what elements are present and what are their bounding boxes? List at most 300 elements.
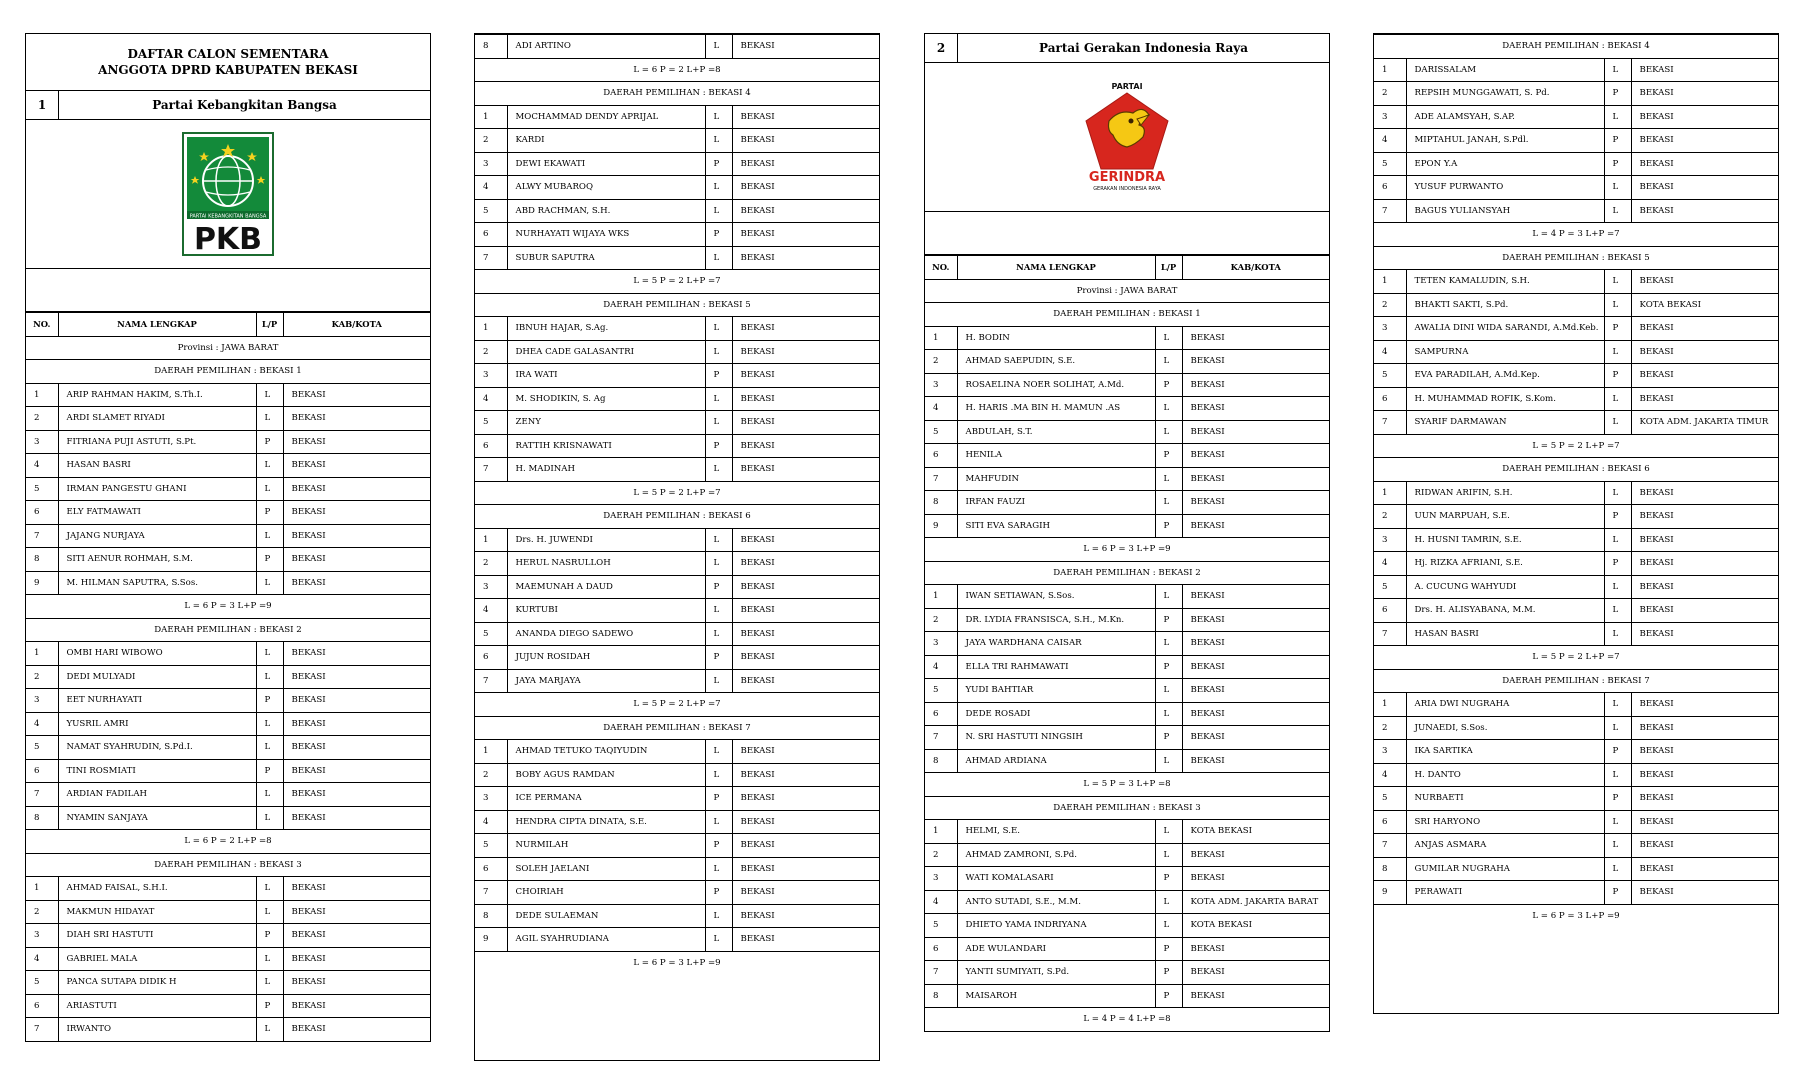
cell-kab: BEKASI (283, 642, 430, 666)
cell-nama: A. CUCUNG WAHYUDI (1406, 575, 1604, 599)
cell-kab: BEKASI (1182, 467, 1329, 491)
table-row (925, 726, 1329, 750)
summary-row-text: L = 6 P = 3 L+P =9 (26, 595, 430, 619)
cell-nama: ARIA DWI NUGRAHA (1406, 693, 1604, 717)
cell-nama: YUDI BAHTIAR (957, 679, 1155, 703)
summary-row (475, 951, 879, 974)
cell-no: 4 (26, 947, 58, 971)
party-name: Partai Kebangkitan Bangsa (152, 98, 337, 112)
empty-space (475, 974, 879, 1060)
cell-lp: L (1155, 397, 1182, 421)
document-title (26, 34, 430, 91)
cell-nama: SRI HARYONO (1406, 810, 1604, 834)
cell-no: 7 (925, 467, 957, 491)
candidate-table (26, 312, 430, 1041)
table-row (925, 984, 1329, 1008)
cell-no: 5 (925, 679, 957, 703)
cell-no: 4 (475, 599, 507, 623)
table-row (26, 524, 430, 548)
cell-nama: Drs. H. JUWENDI (507, 528, 705, 552)
cell-lp: L (1604, 716, 1631, 740)
cell-nama: DEWI EKAWATI (507, 152, 705, 176)
table-row (1374, 810, 1778, 834)
table-row (1374, 199, 1778, 223)
summary-row (1374, 223, 1778, 247)
table-row (475, 669, 879, 693)
cell-kab: BEKASI (732, 364, 879, 388)
cell-kab: BEKASI (732, 246, 879, 270)
cell-nama: MAEMUNAH A DAUD (507, 575, 705, 599)
cell-lp: L (1604, 481, 1631, 505)
cell-nama: CHOIRIAH (507, 881, 705, 905)
cell-nama: PERAWATI (1406, 881, 1604, 905)
cell-lp: L (256, 1018, 283, 1041)
cell-lp: P (1604, 552, 1631, 576)
cell-nama: HENILA (957, 444, 1155, 468)
cell-kab: BEKASI (1631, 481, 1778, 505)
cell-no: 7 (475, 246, 507, 270)
cell-kab: BEKASI (732, 528, 879, 552)
table-row (26, 1018, 430, 1041)
cell-no: 3 (925, 373, 957, 397)
table-row (925, 585, 1329, 609)
dapil-header-text: DAERAH PEMILIHAN : BEKASI 5 (1374, 246, 1778, 270)
cell-lp: P (256, 759, 283, 783)
cell-no: 4 (1374, 763, 1406, 787)
cell-lp: L (1155, 491, 1182, 515)
table-row (26, 994, 430, 1018)
cell-nama: RATTIH KRISNAWATI (507, 434, 705, 458)
cell-no: 7 (26, 783, 58, 807)
table-row (1374, 599, 1778, 623)
summary-row (475, 481, 879, 505)
party-header-pkb (26, 91, 430, 120)
dapil-header (1374, 669, 1778, 693)
cell-kab: BEKASI (1631, 317, 1778, 341)
cell-kab: BEKASI (732, 458, 879, 482)
table-row (26, 759, 430, 783)
cell-nama: JUNAEDI, S.Sos. (1406, 716, 1604, 740)
cell-kab: BEKASI (1182, 514, 1329, 538)
cell-no: 1 (1374, 481, 1406, 505)
cell-lp: L (1604, 693, 1631, 717)
cell-lp: L (1604, 387, 1631, 411)
cell-lp: L (705, 528, 732, 552)
table-row (925, 444, 1329, 468)
cell-lp: L (256, 783, 283, 807)
summary-row-text: L = 6 P = 3 L+P =9 (1374, 904, 1778, 927)
cell-nama: HELMI, S.E. (957, 820, 1155, 844)
cell-no: 6 (1374, 387, 1406, 411)
gerindra-logo-top: PARTAI (1111, 82, 1143, 91)
cell-kab: BEKASI (732, 552, 879, 576)
cell-kab: BEKASI (1631, 575, 1778, 599)
cell-nama: ADI ARTINO (507, 35, 705, 59)
cell-kab: BEKASI (1182, 749, 1329, 773)
cell-nama: M. SHODIKIN, S. Ag (507, 387, 705, 411)
provinsi-row (925, 279, 1329, 303)
cell-kab: BEKASI (283, 501, 430, 525)
table-row (475, 928, 879, 952)
cell-kab: BEKASI (1182, 843, 1329, 867)
cell-kab: BEKASI (1182, 937, 1329, 961)
table-row (475, 740, 879, 764)
cell-nama: ANTO SUTADI, S.E., M.M. (957, 890, 1155, 914)
summary-row (475, 270, 879, 294)
cell-kab: BEKASI (1182, 444, 1329, 468)
dapil-header (475, 82, 879, 106)
party-number: 2 (925, 34, 958, 62)
cell-no: 1 (1374, 58, 1406, 82)
cell-no: 7 (475, 669, 507, 693)
cell-lp: L (705, 246, 732, 270)
cell-no: 7 (1374, 199, 1406, 223)
cell-no: 2 (475, 552, 507, 576)
cell-kab: BEKASI (1182, 608, 1329, 632)
table-row (1374, 152, 1778, 176)
cell-no: 5 (1374, 575, 1406, 599)
cell-no: 9 (925, 514, 957, 538)
cell-nama: WATI KOMALASARI (957, 867, 1155, 891)
table-row (475, 246, 879, 270)
table-row (1374, 881, 1778, 905)
table-row (475, 552, 879, 576)
cell-kab: BEKASI (283, 430, 430, 454)
dapil-header-text: DAERAH PEMILIHAN : BEKASI 3 (925, 796, 1329, 820)
cell-kab: BEKASI (1631, 340, 1778, 364)
cell-no: 6 (925, 444, 957, 468)
cell-no: 3 (475, 152, 507, 176)
cell-kab: BEKASI (1182, 326, 1329, 350)
cell-nama: DEDE SULAEMAN (507, 904, 705, 928)
cell-lp: L (1155, 843, 1182, 867)
cell-kab: BEKASI (732, 646, 879, 670)
summary-row-text: L = 5 P = 2 L+P =7 (475, 693, 879, 717)
cell-nama: DHIETO YAMA INDRIYANA (957, 914, 1155, 938)
table-row (26, 665, 430, 689)
cell-kab: BEKASI (1182, 655, 1329, 679)
cell-kab: BEKASI (732, 152, 879, 176)
cell-nama: ALWY MUBAROQ (507, 176, 705, 200)
cell-nama: REPSIH MUNGGAWATI, S. Pd. (1406, 82, 1604, 106)
cell-no: 3 (475, 575, 507, 599)
table-row (925, 514, 1329, 538)
cell-lp: L (1604, 293, 1631, 317)
cell-no: 4 (1374, 552, 1406, 576)
cell-no: 1 (26, 383, 58, 407)
gerindra-logo-text: GERINDRA (1088, 170, 1166, 185)
cell-kab: BEKASI (1182, 632, 1329, 656)
summary-row-text: L = 4 P = 4 L+P =8 (925, 1008, 1329, 1031)
cell-nama: PANCA SUTAPA DIDIK H (58, 971, 256, 995)
cell-lp: L (705, 317, 732, 341)
table-row (1374, 340, 1778, 364)
cell-lp: L (1155, 749, 1182, 773)
pkb-column-1 (25, 33, 431, 1042)
pkb-column-2 (474, 33, 880, 1061)
cell-no: 2 (475, 129, 507, 153)
cell-nama: ABDULAH, S.T. (957, 420, 1155, 444)
blank-box (26, 269, 430, 312)
cell-no: 8 (26, 806, 58, 830)
cell-lp: L (1604, 857, 1631, 881)
table-row (925, 937, 1329, 961)
cell-nama: IRA WATI (507, 364, 705, 388)
dapil-header (475, 716, 879, 740)
cell-nama: HASAN BASRI (1406, 622, 1604, 646)
cell-nama: SITI AENUR ROHMAH, S.M. (58, 548, 256, 572)
blank-box (925, 212, 1329, 255)
cell-lp: L (705, 340, 732, 364)
cell-kab: BEKASI (1182, 679, 1329, 703)
cell-lp: P (256, 689, 283, 713)
cell-lp: P (1155, 444, 1182, 468)
cell-nama: IRMAN PANGESTU GHANI (58, 477, 256, 501)
cell-nama: GABRIEL MALA (58, 947, 256, 971)
cell-no: 4 (475, 810, 507, 834)
cell-nama: YUSRIL AMRI (58, 712, 256, 736)
dapil-header (26, 853, 430, 877)
cell-kab: BEKASI (732, 740, 879, 764)
cell-kab: BEKASI (1631, 716, 1778, 740)
provinsi-row-text: Provinsi : JAWA BARAT (26, 336, 430, 360)
cell-nama: YANTI SUMIYATI, S.Pd. (957, 961, 1155, 985)
cell-lp: L (256, 947, 283, 971)
cell-nama: AHMAD SAEPUDIN, S.E. (957, 350, 1155, 374)
cell-lp: L (1604, 176, 1631, 200)
cell-no: 1 (26, 877, 58, 901)
cell-lp: L (1155, 585, 1182, 609)
cell-nama: NURHAYATI WIJAYA WKS (507, 223, 705, 247)
cell-lp: P (256, 924, 283, 948)
table-row (1374, 176, 1778, 200)
cell-kab: BEKASI (1182, 397, 1329, 421)
cell-lp: P (705, 787, 732, 811)
cell-nama: NURBAETI (1406, 787, 1604, 811)
cell-nama: BHAKTI SAKTI, S.Pd. (1406, 293, 1604, 317)
cell-no: 5 (1374, 364, 1406, 388)
table-row (925, 820, 1329, 844)
pkb-logo-text: PKB (193, 222, 263, 256)
cell-lp: P (1155, 726, 1182, 750)
table-row (1374, 622, 1778, 646)
cell-kab: BEKASI (732, 810, 879, 834)
cell-nama: JUJUN ROSIDAH (507, 646, 705, 670)
cell-no: 4 (925, 890, 957, 914)
cell-nama: MAKMUN HIDAYAT (58, 900, 256, 924)
cell-kab: BEKASI (283, 548, 430, 572)
cell-nama: JAYA MARJAYA (507, 669, 705, 693)
table-row (1374, 505, 1778, 529)
cell-no: 2 (1374, 293, 1406, 317)
cell-lp: P (1604, 317, 1631, 341)
cell-lp: L (705, 411, 732, 435)
cell-nama: NAMAT SYAHRUDIN, S.Pd.I. (58, 736, 256, 760)
summary-row (925, 1008, 1329, 1031)
cell-lp: L (1604, 763, 1631, 787)
cell-lp: P (1604, 129, 1631, 153)
cell-nama: IRWANTO (58, 1018, 256, 1041)
cell-lp: L (705, 599, 732, 623)
cell-no: 8 (475, 904, 507, 928)
cell-lp: P (705, 575, 732, 599)
cell-no: 1 (26, 642, 58, 666)
summary-row (475, 58, 879, 82)
cell-lp: L (705, 904, 732, 928)
cell-no: 7 (475, 881, 507, 905)
cell-lp: L (256, 971, 283, 995)
summary-row (1374, 646, 1778, 670)
table-row (925, 749, 1329, 773)
cell-no: 3 (26, 689, 58, 713)
cell-nama: H. MUHAMMAD ROFIK, S.Kom. (1406, 387, 1604, 411)
cell-no: 5 (475, 411, 507, 435)
table-row (475, 834, 879, 858)
cell-nama: ABD RACHMAN, S.H. (507, 199, 705, 223)
cell-kab: BEKASI (283, 924, 430, 948)
cell-kab: BEKASI (1631, 810, 1778, 834)
cell-nama: ANANDA DIEGO SADEWO (507, 622, 705, 646)
pkb-logo-caption: PARTAI KEBANGKITAN BANGSA (189, 213, 267, 220)
table-row (26, 736, 430, 760)
cell-nama: SAMPURNA (1406, 340, 1604, 364)
cell-lp: P (1604, 82, 1631, 106)
cell-kab: BEKASI (283, 971, 430, 995)
cell-lp: L (1155, 467, 1182, 491)
cell-kab: BEKASI (1631, 857, 1778, 881)
cell-kab: BEKASI (1631, 599, 1778, 623)
pkb-logo (182, 132, 274, 256)
cell-no: 4 (925, 655, 957, 679)
cell-no: 2 (26, 900, 58, 924)
cell-lp: P (1155, 608, 1182, 632)
cell-no: 2 (26, 407, 58, 431)
cell-nama: H. HUSNI TAMRIN, S.E. (1406, 528, 1604, 552)
table-row (1374, 82, 1778, 106)
cell-nama: ARIASTUTI (58, 994, 256, 1018)
cell-lp: L (1604, 411, 1631, 435)
cell-kab: BEKASI (1182, 867, 1329, 891)
cell-kab: BEKASI (732, 434, 879, 458)
cell-kab: BEKASI (1631, 176, 1778, 200)
cell-lp: P (1604, 505, 1631, 529)
table-row (475, 857, 879, 881)
cell-no: 8 (925, 749, 957, 773)
cell-no: 8 (1374, 857, 1406, 881)
dapil-header (1374, 458, 1778, 482)
cell-kab: BEKASI (732, 340, 879, 364)
cell-nama: DEDI MULYADI (58, 665, 256, 689)
cell-no: 5 (1374, 152, 1406, 176)
cell-nama: ARDI SLAMET RIYADI (58, 407, 256, 431)
cell-kab: BEKASI (283, 947, 430, 971)
cell-no: 6 (475, 434, 507, 458)
cell-lp: P (1604, 364, 1631, 388)
cell-kab: BEKASI (283, 783, 430, 807)
dapil-header-text: DAERAH PEMILIHAN : BEKASI 3 (26, 853, 430, 877)
cell-nama: Hj. RIZKA AFRIANI, S.E. (1406, 552, 1604, 576)
cell-kab: BEKASI (1631, 82, 1778, 106)
cell-kab: BEKASI (1631, 364, 1778, 388)
cell-no: 1 (1374, 693, 1406, 717)
table-row (1374, 528, 1778, 552)
cell-nama: TETEN KAMALUDIN, S.H. (1406, 270, 1604, 294)
table-row (1374, 693, 1778, 717)
cell-no: 5 (26, 736, 58, 760)
cell-kab: BEKASI (1631, 622, 1778, 646)
cell-nama: ARIP RAHMAN HAKIM, S.Th.I. (58, 383, 256, 407)
cell-lp: P (705, 881, 732, 905)
cell-nama: ELLA TRI RAHMAWATI (957, 655, 1155, 679)
summary-row-text: L = 6 P = 2 L+P =8 (26, 830, 430, 854)
dapil-header-text: DAERAH PEMILIHAN : BEKASI 6 (475, 505, 879, 529)
table-row (925, 491, 1329, 515)
cell-lp: L (1155, 632, 1182, 656)
cell-kab: BEKASI (1631, 199, 1778, 223)
cell-nama: DHEA CADE GALASANTRI (507, 340, 705, 364)
cell-lp: P (1604, 881, 1631, 905)
document-title-line-1: DAFTAR CALON SEMENTARA (127, 47, 329, 61)
cell-lp: L (1155, 914, 1182, 938)
cell-no: 8 (925, 984, 957, 1008)
cell-no: 6 (925, 937, 957, 961)
cell-kab: BEKASI (283, 1018, 430, 1041)
table-row (475, 787, 879, 811)
candidate-table (1374, 34, 1778, 927)
cell-lp: L (705, 669, 732, 693)
table-row (475, 364, 879, 388)
cell-nama: KARDI (507, 129, 705, 153)
party-name: Partai Gerakan Indonesia Raya (1039, 41, 1248, 55)
cell-lp: L (256, 877, 283, 901)
table-row (1374, 387, 1778, 411)
dapil-header (925, 796, 1329, 820)
cell-kab: BEKASI (283, 524, 430, 548)
cell-nama: ANJAS ASMARA (1406, 834, 1604, 858)
cell-no: 5 (475, 199, 507, 223)
cell-lp: L (705, 105, 732, 129)
cell-nama: H. DANTO (1406, 763, 1604, 787)
table-row (475, 622, 879, 646)
cell-no: 1 (475, 317, 507, 341)
cell-lp: P (256, 501, 283, 525)
cell-lp: L (256, 454, 283, 478)
cell-no: 7 (475, 458, 507, 482)
summary-row (475, 693, 879, 717)
cell-kab: BEKASI (732, 622, 879, 646)
cell-lp: P (705, 646, 732, 670)
table-row (1374, 763, 1778, 787)
cell-kab: BEKASI (283, 994, 430, 1018)
cell-no: 5 (925, 914, 957, 938)
table-row (1374, 481, 1778, 505)
table-row (1374, 293, 1778, 317)
cell-nama: EPON Y.A (1406, 152, 1604, 176)
cell-no: 7 (1374, 834, 1406, 858)
table-row (925, 350, 1329, 374)
cell-no: 8 (475, 35, 507, 59)
table-row (475, 411, 879, 435)
cell-no: 3 (26, 430, 58, 454)
cell-lp: L (1604, 58, 1631, 82)
cell-no: 7 (1374, 411, 1406, 435)
summary-row-text: L = 5 P = 2 L+P =7 (1374, 646, 1778, 670)
cell-nama: JAYA WARDHANA CAISAR (957, 632, 1155, 656)
cell-kab: KOTA BEKASI (1631, 293, 1778, 317)
cell-nama: DR. LYDIA FRANSISCA, S.H., M.Kn. (957, 608, 1155, 632)
cell-lp: L (705, 387, 732, 411)
cell-no: 7 (1374, 622, 1406, 646)
